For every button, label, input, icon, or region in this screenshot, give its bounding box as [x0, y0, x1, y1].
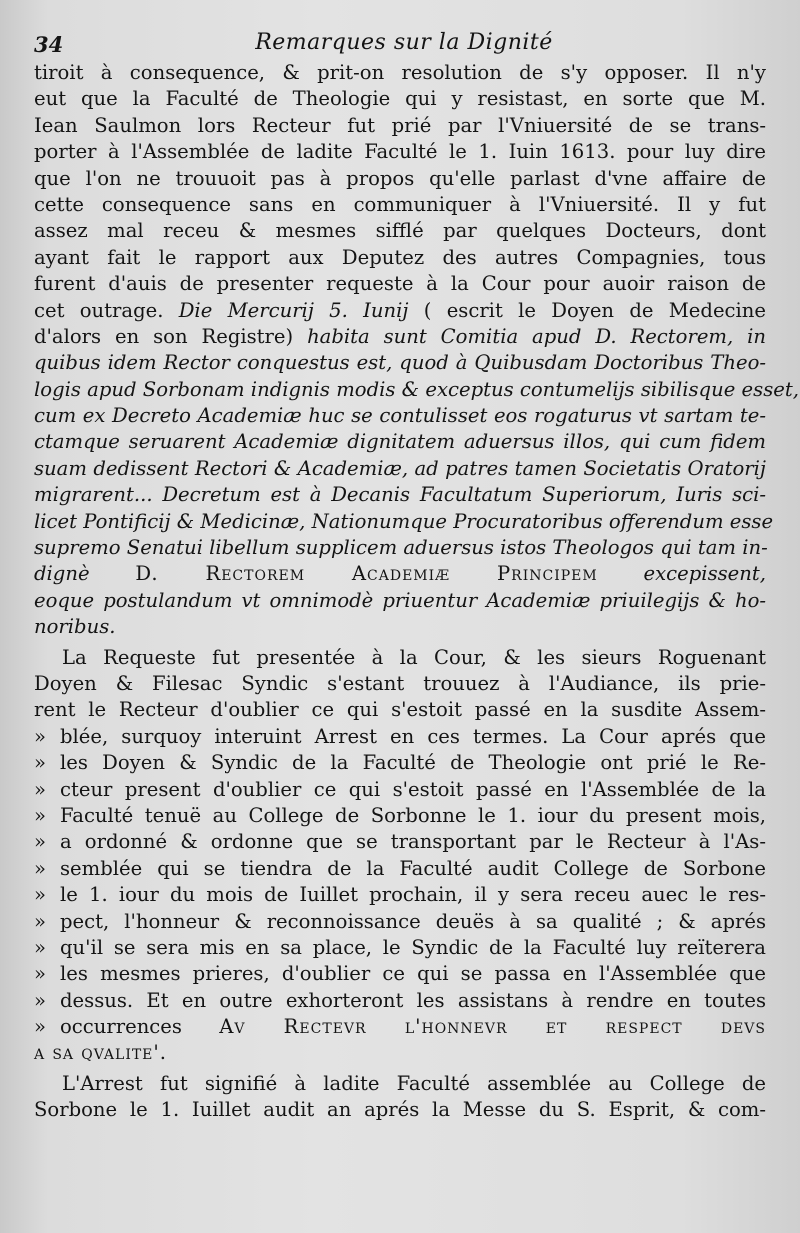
- quote-mark: »: [34, 988, 46, 1012]
- line-segment: semblée qui se tiendra de la Faculté audit College de Sorbone: [60, 856, 766, 880]
- line-segment: ( escrit le Doyen de Medecine: [408, 298, 766, 322]
- page-header: [34, 30, 774, 58]
- latin-quote-line: ctamque seruarent Academiæ dignitatem aduersus illos, qui cum fidem: [34, 430, 766, 454]
- text-line: [34, 856, 766, 882]
- text-line: rent le Recteur d'oublier ce qui s'estoit passé en la susdite Assem-: [34, 698, 766, 722]
- quote-mark: »: [34, 883, 46, 907]
- latin-quote-line: cum ex Decreto Academiæ huc se contulisset eos rogaturus vt sartam te-: [34, 404, 766, 428]
- quote-mark: »: [34, 856, 46, 880]
- quote-mark: »: [34, 751, 46, 775]
- text-line: assez mal receu & mesmes sifflé par quelques Docteurs, dont: [34, 219, 766, 243]
- line-segment: cet outrage.: [34, 298, 179, 322]
- latin-quote-line: migrarent... Decretum est à Decanis Facultatum Superiorum, Iuris sci-: [34, 483, 766, 507]
- text-line: [34, 803, 766, 829]
- line-segment: dessus. Et en outre exhorteront les assistans à rendre en toutes: [60, 988, 766, 1012]
- text-line: [34, 750, 766, 776]
- page-body: [34, 60, 799, 1124]
- text-line: porter à l'Assemblée de ladite Faculté le 1. Iuin 1613. pour luy dire: [34, 140, 766, 164]
- quote-mark: »: [34, 962, 46, 986]
- text-line: Doyen & Filesac Syndic s'estant trouuez à l'Audiance, ils prie-: [34, 671, 766, 695]
- rector-smallcaps: D. Rectorem Academiæ Principem: [135, 562, 598, 586]
- text-line: [34, 882, 766, 908]
- running-title: Remarques sur la Dignité: [255, 30, 553, 55]
- text-line: a sa qvalite'.: [34, 1041, 168, 1065]
- latin-quote-line: licet Pontificij & Medicinæ, Nationumque Procuratoribus offerendum esse: [34, 509, 774, 533]
- line-segment: dignè: [34, 562, 136, 586]
- text-line: Iean Saulmon lors Recteur fut prié par l'Vniuersité de se trans-: [34, 113, 766, 137]
- latin-quote-line: eoque postulandum vt omnimodè priuentur Academiæ priuilegijs & ho-: [34, 588, 766, 612]
- text-line: Sorbone le 1. Iuillet audit an aprés la Messe du S. Esprit, & com-: [34, 1098, 766, 1122]
- line-segment: cteur present d'oublier ce qui s'estoit passé en l'Assemblée de la: [60, 777, 766, 801]
- text-line: tiroit à consequence, & prit-on resolution de s'y opposer. Il n'y: [34, 61, 766, 84]
- latin-quote-line: logis apud Sorbonam indignis modis & exceptus contumelijs sibilisque esset,: [34, 377, 799, 401]
- line-segment: d'alors en son Registre): [34, 324, 308, 348]
- text-line: furent d'auis de presenter requeste à la Cour pour auoir raison de: [34, 272, 766, 296]
- text-line: [34, 324, 766, 350]
- text-line: L'Arrest fut signifié à ladite Faculté assemblée au College de: [62, 1071, 766, 1095]
- text-line: [34, 961, 766, 987]
- quote-mark: »: [34, 935, 46, 959]
- quote-mark: »: [34, 1015, 46, 1039]
- text-line: cette consequence sans en communiquer à l'Vniuersité. Il y fut: [34, 192, 766, 216]
- text-line: [34, 935, 766, 961]
- line-segment: Faculté tenuë au College de Sorbonne le 1. iour du present mois,: [60, 803, 766, 827]
- latin-quote: habita sunt Comitia apud D. Rectorem, in: [307, 324, 766, 348]
- line-segment: les mesmes prieres, d'oublier ce qui se passa en l'Assemblée que: [60, 962, 766, 986]
- text-line: eut que la Faculté de Theologie qui y resistast, en sorte que M.: [34, 87, 766, 111]
- text-line: que l'on ne trouuoit pas à propos qu'elle parlast d'vne affaire de: [34, 166, 766, 190]
- text-line: [34, 298, 766, 324]
- quote-mark: »: [34, 777, 46, 801]
- text-line: La Requeste fut presentée à la Cour, & les sieurs Roguenant: [62, 645, 766, 669]
- latin-quote-line: supremo Senatui libellum supplicem aduersus istos Theologos qui tam in-: [34, 536, 768, 560]
- latin-quote-line: suam dedissent Rectori & Academiæ, ad patres tamen Societatis Oratorij: [34, 456, 766, 480]
- text-line: [34, 777, 766, 803]
- text-line: [34, 909, 766, 935]
- latin-quote-line: noribus.: [34, 615, 116, 639]
- quote-mark: »: [34, 803, 46, 827]
- text-line: ayant fait le rapport aux Deputez des autres Compagnies, tous: [34, 245, 766, 269]
- text-line: [34, 724, 766, 750]
- text-line: [34, 988, 766, 1014]
- line-segment: occurrences: [60, 1015, 182, 1039]
- latin-quote-line: quibus idem Rector conquestus est, quod à Quibusdam Doctoribus Theo-: [34, 351, 766, 375]
- line-segment: les Doyen & Syndic de la Faculté de Theologie ont prié le Re-: [60, 751, 766, 775]
- text-line: [34, 829, 766, 855]
- text-line: [34, 1014, 766, 1040]
- line-segment: qu'il se sera mis en sa place, le Syndic de la Faculté luy reïterera: [60, 935, 766, 959]
- line-segment: blée, surquoy interuint Arrest en ces termes. La Cour aprés que: [60, 724, 766, 748]
- rector-honor-smallcaps: Av Rectevr l'honnevr et respect devs: [219, 1015, 767, 1039]
- quote-mark: »: [34, 909, 46, 933]
- text-line: [34, 561, 766, 587]
- line-segment: excepissent,: [597, 562, 766, 586]
- quote-mark: »: [34, 830, 46, 854]
- page-number: 34: [34, 32, 64, 57]
- quote-mark: »: [34, 724, 46, 748]
- line-segment: a ordonné & ordonne que se transportant par le Recteur à l'As-: [60, 830, 766, 854]
- line-segment: pect, l'honneur & reconnoissance deuës à sa qualité ; & aprés: [60, 909, 766, 933]
- latin-date: Die Mercurij 5. Iunij: [178, 298, 409, 322]
- line-segment: le 1. iour du mois de Iuillet prochain, il y sera receu auec le res-: [60, 883, 766, 907]
